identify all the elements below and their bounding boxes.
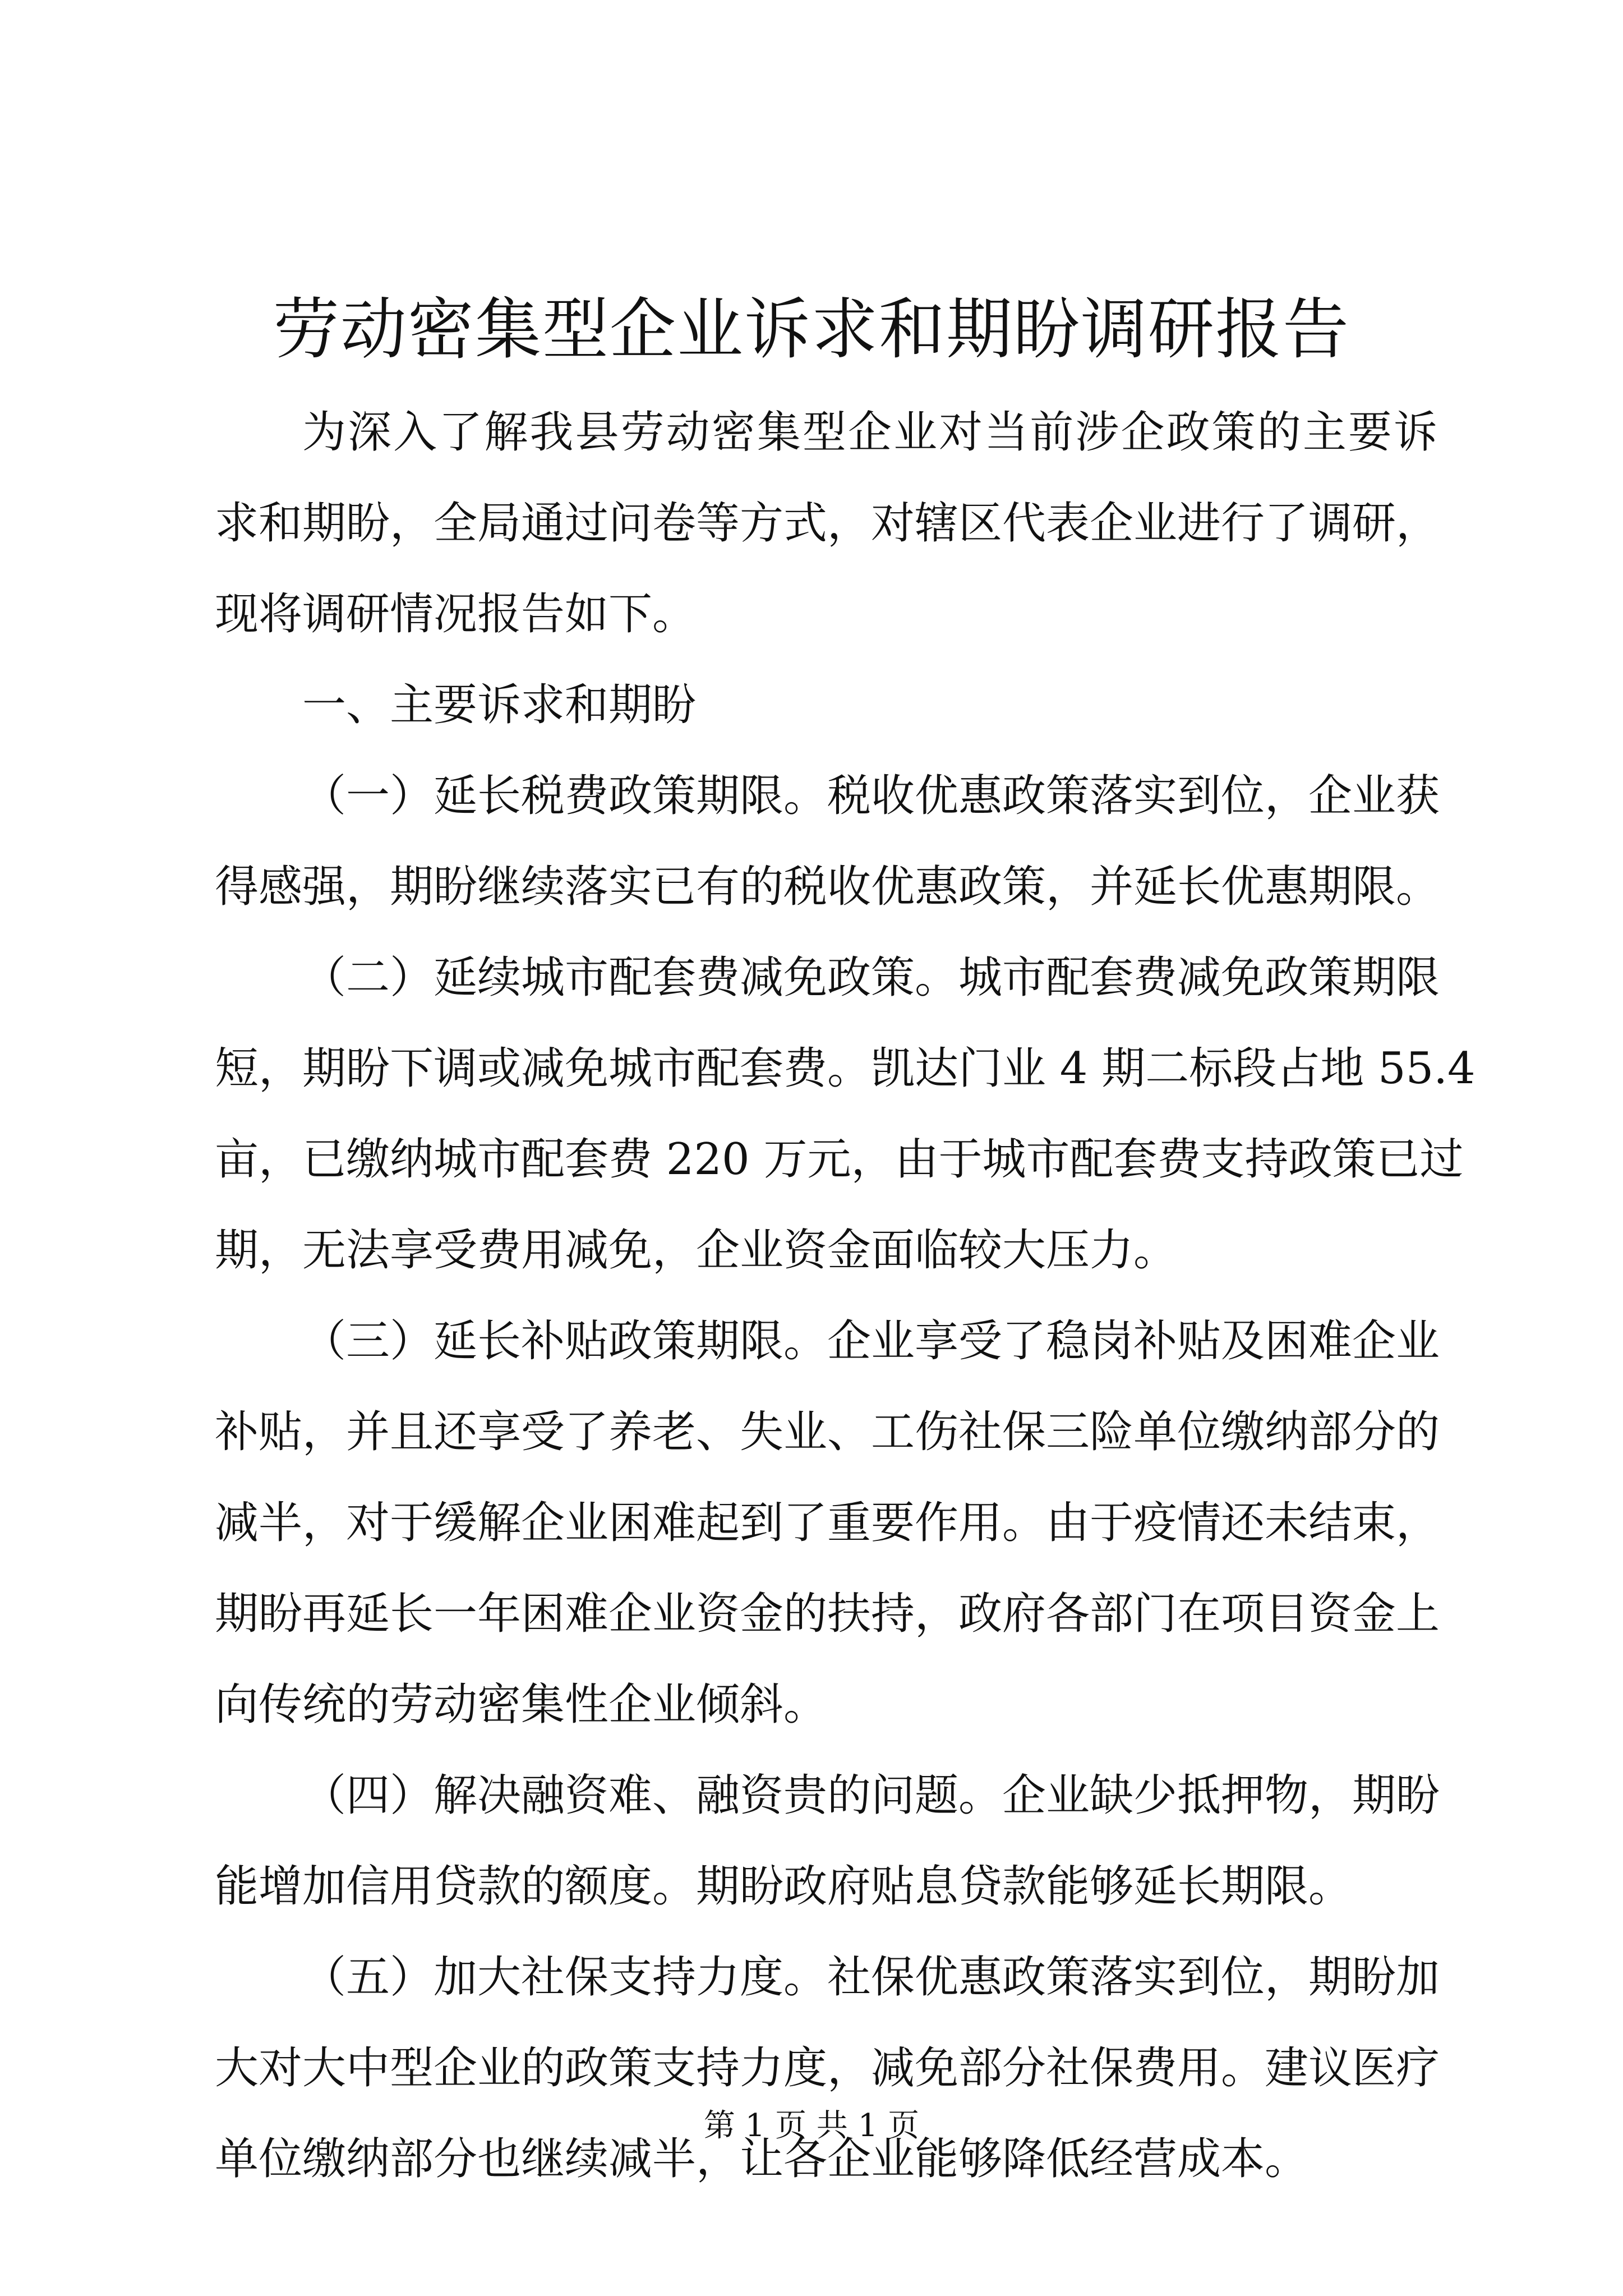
page-footer: 第 1 页 共 1 页 bbox=[703, 2108, 920, 2144]
body-line: 亩，已缴纳城市配套费 220 万元，由于城市配套费支持政策已过 bbox=[215, 1134, 1464, 1185]
body-line: 单位缴纳部分也继续减半，让各企业能够降低经营成本。 bbox=[215, 2134, 1309, 2184]
body-line: 求和期盼，全局通过问卷等方式，对辖区代表企业进行了调研， bbox=[215, 498, 1440, 549]
body-line: （二）延续城市配套费减免政策。城市配套费减免政策期限 bbox=[302, 953, 1440, 1003]
body-line: 短，期盼下调或减免城市配套费。凯达门业 4 期二标段占地 55.4 bbox=[215, 1043, 1476, 1094]
document-body bbox=[215, 387, 1476, 2205]
body-line: 期盼再延长一年困难企业资金的扶持，政府各部门在项目资金上 bbox=[215, 1589, 1440, 1639]
body-line: （一）延长税费政策期限。税收优惠政策落实到位，企业获 bbox=[302, 771, 1440, 821]
body-line: 期，无法享受费用减免，企业资金面临较大压力。 bbox=[215, 1225, 1178, 1276]
body-line: 减半，对于缓解企业困难起到了重要作用。由于疫情还未结束， bbox=[215, 1498, 1440, 1548]
body-line: 一、主要诉求和期盼 bbox=[302, 680, 697, 730]
body-line: 补贴，并且还享受了养老、失业、工伤社保三险单位缴纳部分的 bbox=[215, 1407, 1440, 1457]
body-line: （四）解决融资难、融资贵的问题。企业缺少抵押物，期盼 bbox=[302, 1770, 1440, 1821]
body-line: （三）延长补贴政策期限。企业享受了稳岗补贴及困难企业 bbox=[302, 1316, 1440, 1366]
body-line: （五）加大社保支持力度。社保优惠政策落实到位，期盼加 bbox=[302, 1952, 1440, 2003]
body-line: 大对大中型企业的政策支持力度，减免部分社保费用。建议医疗 bbox=[215, 2043, 1440, 2093]
body-line: 现将调研情况报告如下。 bbox=[215, 589, 697, 639]
document-title: 劳动密集型企业诉求和期盼调研报告 bbox=[273, 291, 1350, 368]
body-line: 能增加信用贷款的额度。期盼政府贴息贷款能够延长期限。 bbox=[215, 1861, 1353, 1912]
body-line: 为深入了解我县劳动密集型企业对当前涉企政策的主要诉 bbox=[302, 407, 1437, 458]
body-line: 向传统的劳动密集性企业倾斜。 bbox=[215, 1680, 828, 1730]
body-line: 得感强，期盼继续落实已有的税收优惠政策，并延长优惠期限。 bbox=[215, 862, 1440, 912]
